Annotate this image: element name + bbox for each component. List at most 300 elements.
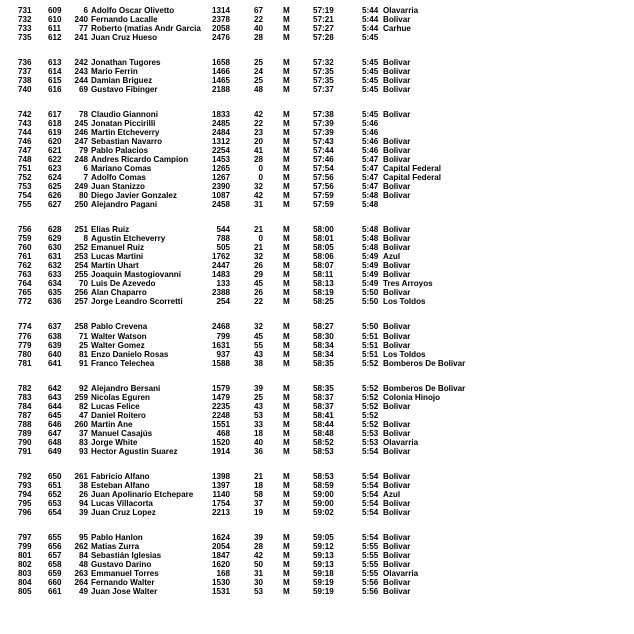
cell-num: 69 bbox=[78, 85, 88, 95]
cell-sex: M bbox=[283, 410, 290, 420]
result-row bbox=[0, 146, 634, 155]
cell-time: 57:46 bbox=[313, 155, 334, 165]
cell-time: 57:43 bbox=[313, 137, 334, 147]
cell-ent: 1265 bbox=[211, 164, 230, 174]
cell-age: 40 bbox=[253, 437, 263, 447]
cell-num: 95 bbox=[78, 532, 88, 542]
cell-club: Bolivar bbox=[383, 507, 411, 517]
cell-ent: 468 bbox=[216, 428, 230, 438]
cell-age: 26 bbox=[253, 288, 263, 298]
cell-sex: M bbox=[283, 559, 290, 569]
cell-bib: 629 bbox=[48, 234, 62, 244]
cell-age: 31 bbox=[253, 568, 263, 578]
cell-age: 21 bbox=[253, 471, 263, 481]
result-row bbox=[0, 560, 634, 569]
cell-ent: 1465 bbox=[211, 76, 230, 86]
result-row bbox=[0, 420, 634, 429]
cell-bib: 661 bbox=[48, 586, 62, 596]
cell-ent: 1312 bbox=[211, 137, 230, 147]
cell-name: Sebastian Navarro bbox=[91, 137, 163, 147]
cell-bib: 613 bbox=[48, 58, 62, 68]
cell-ent: 2213 bbox=[211, 507, 230, 517]
cell-club: Bolivar bbox=[383, 340, 411, 350]
cell-name: Pablo Crevena bbox=[91, 322, 148, 332]
cell-num: 253 bbox=[74, 252, 88, 262]
cell-ent: 1579 bbox=[211, 383, 230, 393]
result-row bbox=[0, 243, 634, 252]
cell-bib: 634 bbox=[48, 279, 62, 289]
cell-name: Juan Cruz Hueso bbox=[91, 33, 158, 43]
cell-pos: 752 bbox=[18, 173, 32, 183]
cell-age: 22 bbox=[253, 119, 263, 129]
cell-time: 58:44 bbox=[313, 419, 334, 429]
cell-ent: 2388 bbox=[211, 288, 230, 298]
cell-name: Martin Uhart bbox=[91, 261, 139, 271]
cell-ent: 1624 bbox=[211, 532, 230, 542]
cell-time: 58:34 bbox=[313, 340, 334, 350]
cell-num: 243 bbox=[74, 67, 88, 77]
cell-name: Juan Cruz Lopez bbox=[91, 507, 156, 517]
cell-num: 70 bbox=[78, 279, 88, 289]
cell-time: 58:27 bbox=[313, 322, 334, 332]
cell-club: Bolivar bbox=[383, 480, 411, 490]
cell-time: 57:27 bbox=[313, 24, 334, 34]
cell-ent: 1466 bbox=[211, 67, 230, 77]
result-row bbox=[0, 24, 634, 33]
result-row bbox=[0, 200, 634, 209]
cell-bib: 645 bbox=[48, 410, 62, 420]
cell-ent: 937 bbox=[216, 349, 230, 359]
cell-sex: M bbox=[283, 128, 290, 138]
cell-name: Walter Watson bbox=[91, 331, 147, 341]
cell-club: Olavarria bbox=[383, 568, 419, 578]
cell-bib: 654 bbox=[48, 507, 62, 517]
cell-time: 59:00 bbox=[313, 489, 334, 499]
cell-club: Bolivar bbox=[383, 85, 411, 95]
cell-name: Martin Etcheverry bbox=[91, 128, 160, 138]
result-row bbox=[0, 182, 634, 191]
cell-num: 39 bbox=[78, 507, 88, 517]
cell-bib: 615 bbox=[48, 76, 62, 86]
cell-pos: 754 bbox=[18, 191, 32, 201]
cell-num: 25 bbox=[78, 340, 88, 350]
cell-pos: 793 bbox=[18, 480, 32, 490]
cell-num: 83 bbox=[78, 437, 88, 447]
cell-num: 92 bbox=[78, 383, 88, 393]
cell-ent: 2054 bbox=[211, 541, 230, 551]
cell-bib: 655 bbox=[48, 532, 62, 542]
cell-pace: 5:44 bbox=[362, 24, 379, 34]
cell-age: 28 bbox=[253, 541, 263, 551]
cell-sex: M bbox=[283, 322, 290, 332]
cell-time: 58:53 bbox=[313, 446, 334, 456]
cell-name: Alejandro Bersani bbox=[91, 383, 161, 393]
cell-ent: 2468 bbox=[211, 322, 230, 332]
result-row bbox=[0, 58, 634, 67]
cell-pos: 748 bbox=[18, 155, 32, 165]
cell-ent: 1483 bbox=[211, 270, 230, 280]
cell-ent: 1520 bbox=[211, 437, 230, 447]
cell-pace: 5:52 bbox=[362, 419, 379, 429]
cell-sex: M bbox=[283, 297, 290, 307]
cell-sex: M bbox=[283, 541, 290, 551]
result-row bbox=[0, 332, 634, 341]
cell-bib: 639 bbox=[48, 340, 62, 350]
cell-num: 37 bbox=[78, 428, 88, 438]
cell-time: 59:13 bbox=[313, 559, 334, 569]
cell-num: 6 bbox=[83, 6, 88, 15]
cell-bib: 612 bbox=[48, 33, 62, 43]
cell-pos: 764 bbox=[18, 279, 32, 289]
result-row bbox=[0, 191, 634, 200]
cell-pace: 5:52 bbox=[362, 401, 379, 411]
cell-pace: 5:49 bbox=[362, 261, 379, 271]
result-row bbox=[0, 252, 634, 261]
cell-time: 57:59 bbox=[313, 191, 334, 201]
cell-pos: 737 bbox=[18, 67, 32, 77]
cell-pace: 5:48 bbox=[362, 225, 379, 235]
cell-pos: 762 bbox=[18, 261, 32, 271]
cell-pos: 733 bbox=[18, 24, 32, 34]
cell-age: 39 bbox=[253, 532, 263, 542]
cell-time: 58:41 bbox=[313, 410, 334, 420]
cell-name: Sebastián Iglesias bbox=[91, 550, 162, 560]
cell-pace: 5:45 bbox=[362, 76, 379, 86]
cell-bib: 624 bbox=[48, 173, 62, 183]
cell-pace: 5:54 bbox=[362, 498, 379, 508]
cell-pos: 743 bbox=[18, 119, 32, 129]
cell-name: Franco Telechea bbox=[91, 358, 155, 368]
cell-name: Adolfo Comas bbox=[91, 173, 146, 183]
cell-num: 258 bbox=[74, 322, 88, 332]
cell-ent: 1847 bbox=[211, 550, 230, 560]
cell-club: Bolivar bbox=[383, 155, 411, 165]
result-row bbox=[0, 76, 634, 85]
cell-pace: 5:50 bbox=[362, 288, 379, 298]
cell-pos: 772 bbox=[18, 297, 32, 307]
cell-name: Jonatan Piccirilli bbox=[91, 119, 156, 129]
cell-num: 48 bbox=[78, 559, 88, 569]
cell-club: Bolivar bbox=[383, 471, 411, 481]
cell-ent: 1140 bbox=[212, 489, 230, 499]
cell-name: Jonathan Tugores bbox=[91, 58, 161, 68]
cell-num: 248 bbox=[74, 155, 88, 165]
cell-sex: M bbox=[283, 33, 290, 43]
cell-time: 59:05 bbox=[313, 532, 334, 542]
cell-num: 241 bbox=[74, 33, 88, 43]
cell-age: 31 bbox=[253, 200, 263, 210]
cell-time: 58:06 bbox=[313, 252, 334, 262]
cell-age: 43 bbox=[253, 349, 263, 359]
cell-pace: 5:55 bbox=[362, 541, 379, 551]
cell-sex: M bbox=[283, 261, 290, 271]
cell-ent: 2235 bbox=[211, 401, 230, 411]
cell-pace: 5:56 bbox=[362, 577, 379, 587]
result-row bbox=[0, 490, 634, 499]
cell-sex: M bbox=[283, 270, 290, 280]
cell-bib: 617 bbox=[48, 110, 62, 120]
cell-ent: 254 bbox=[216, 297, 230, 307]
cell-sex: M bbox=[283, 392, 290, 402]
cell-ent: 505 bbox=[216, 243, 230, 253]
cell-pace: 5:48 bbox=[362, 243, 379, 253]
cell-pos: 792 bbox=[18, 471, 32, 481]
cell-ent: 1833 bbox=[211, 110, 230, 120]
cell-bib: 631 bbox=[48, 252, 62, 262]
cell-club: Bolivar bbox=[383, 498, 411, 508]
cell-pos: 735 bbox=[18, 33, 32, 43]
cell-bib: 630 bbox=[48, 243, 62, 253]
cell-pace: 5:48 bbox=[362, 200, 379, 210]
cell-num: 256 bbox=[74, 288, 88, 298]
cell-num: 78 bbox=[78, 110, 88, 120]
cell-name: Diego Javier Gonzalez bbox=[91, 191, 177, 201]
cell-num: 91 bbox=[78, 358, 88, 368]
result-row bbox=[0, 234, 634, 243]
cell-bib: 651 bbox=[48, 480, 62, 490]
result-row bbox=[0, 587, 634, 596]
cell-pace: 5:55 bbox=[362, 568, 379, 578]
cell-name: Nicolas Eguren bbox=[91, 392, 150, 402]
cell-sex: M bbox=[283, 155, 290, 165]
result-row bbox=[0, 155, 634, 164]
cell-sex: M bbox=[283, 76, 290, 86]
cell-name: Jorge Leandro Scorretti bbox=[91, 297, 183, 307]
cell-pace: 5:54 bbox=[362, 532, 379, 542]
cell-time: 58:59 bbox=[313, 480, 334, 490]
cell-pace: 5:55 bbox=[362, 559, 379, 569]
cell-bib: 644 bbox=[48, 401, 62, 411]
cell-age: 42 bbox=[253, 110, 263, 120]
cell-name: Pablo Hanlon bbox=[91, 532, 143, 542]
cell-name: Joaquin Mastogiovanni bbox=[91, 270, 181, 280]
cell-time: 59:00 bbox=[313, 498, 334, 508]
cell-num: 244 bbox=[74, 76, 88, 86]
cell-bib: 646 bbox=[48, 419, 62, 429]
cell-name: Fernando Walter bbox=[91, 577, 155, 587]
cell-ent: 1658 bbox=[211, 58, 230, 68]
cell-num: 262 bbox=[74, 541, 88, 551]
cell-pace: 5:54 bbox=[362, 507, 379, 517]
cell-pos: 799 bbox=[18, 541, 32, 551]
cell-age: 20 bbox=[253, 137, 263, 147]
result-row bbox=[0, 288, 634, 297]
result-row bbox=[0, 499, 634, 508]
cell-num: 26 bbox=[78, 489, 88, 499]
cell-bib: 609 bbox=[48, 6, 62, 15]
cell-bib: 658 bbox=[48, 559, 62, 569]
cell-num: 263 bbox=[74, 568, 88, 578]
cell-sex: M bbox=[283, 358, 290, 368]
cell-num: 257 bbox=[74, 297, 88, 307]
cell-name: Claudio Giannoni bbox=[91, 110, 158, 120]
cell-time: 58:37 bbox=[313, 392, 334, 402]
result-row bbox=[0, 411, 634, 420]
cell-pos: 740 bbox=[18, 85, 32, 95]
cell-bib: 611 bbox=[48, 24, 62, 34]
cell-pos: 794 bbox=[18, 489, 32, 499]
cell-ent: 2485 bbox=[211, 119, 230, 129]
cell-num: 38 bbox=[78, 480, 88, 490]
cell-age: 32 bbox=[253, 182, 263, 192]
cell-pace: 5:45 bbox=[362, 85, 379, 95]
cell-name: Esteban Alfano bbox=[91, 480, 150, 490]
cell-ent: 2058 bbox=[211, 24, 230, 34]
cell-sex: M bbox=[283, 471, 290, 481]
result-row bbox=[0, 393, 634, 402]
cell-pos: 790 bbox=[18, 437, 32, 447]
result-row bbox=[0, 67, 634, 76]
cell-bib: 641 bbox=[48, 358, 62, 368]
cell-time: 58:25 bbox=[313, 297, 334, 307]
cell-name: Gustavo Darino bbox=[91, 559, 152, 569]
cell-pos: 746 bbox=[18, 137, 32, 147]
cell-num: 79 bbox=[78, 146, 88, 156]
cell-bib: 636 bbox=[48, 297, 62, 307]
cell-club: Bolivar bbox=[383, 577, 411, 587]
cell-name: Alan Chaparro bbox=[91, 288, 147, 298]
cell-sex: M bbox=[283, 173, 290, 183]
cell-sex: M bbox=[283, 550, 290, 560]
cell-ent: 1479 bbox=[211, 392, 230, 402]
cell-time: 57:56 bbox=[313, 182, 334, 192]
cell-pace: 5:54 bbox=[362, 471, 379, 481]
cell-bib: 638 bbox=[48, 331, 62, 341]
cell-pace: 5:49 bbox=[362, 279, 379, 289]
cell-ent: 1087 bbox=[211, 191, 230, 201]
cell-bib: 627 bbox=[48, 200, 62, 210]
cell-pos: 755 bbox=[18, 200, 32, 210]
result-row bbox=[0, 128, 634, 137]
cell-name: Mariano Comas bbox=[91, 164, 152, 174]
cell-pace: 5:48 bbox=[362, 191, 379, 201]
cell-pace: 5:46 bbox=[362, 128, 379, 138]
cell-club: Bolivar bbox=[383, 288, 411, 298]
cell-name: Juan Stanizzo bbox=[91, 182, 145, 192]
cell-club: Azul bbox=[383, 489, 401, 499]
cell-sex: M bbox=[283, 58, 290, 68]
cell-num: 77 bbox=[78, 24, 88, 34]
cell-club: Bolivar bbox=[383, 234, 411, 244]
result-row bbox=[0, 119, 634, 128]
cell-name: Elias Ruiz bbox=[91, 225, 130, 235]
cell-pace: 5:52 bbox=[362, 410, 379, 420]
cell-ent: 2476 bbox=[211, 33, 230, 43]
cell-pos: 761 bbox=[18, 252, 32, 262]
cell-age: 22 bbox=[253, 297, 263, 307]
cell-num: 250 bbox=[74, 200, 88, 210]
cell-sex: M bbox=[283, 279, 290, 289]
cell-bib: 637 bbox=[48, 322, 62, 332]
cell-num: 247 bbox=[74, 137, 88, 147]
cell-ent: 1631 bbox=[211, 340, 230, 350]
cell-num: 82 bbox=[78, 401, 88, 411]
result-row bbox=[0, 578, 634, 587]
cell-age: 25 bbox=[253, 392, 263, 402]
cell-num: 255 bbox=[74, 270, 88, 280]
cell-name: Hector Agustin Suarez bbox=[91, 446, 178, 456]
cell-name: Jorge White bbox=[91, 437, 138, 447]
cell-club: Los Toldos bbox=[383, 297, 426, 307]
cell-name: Pablo Palacios bbox=[91, 146, 149, 156]
cell-bib: 628 bbox=[48, 225, 62, 235]
cell-bib: 635 bbox=[48, 288, 62, 298]
cell-time: 58:35 bbox=[313, 358, 334, 368]
result-row bbox=[0, 384, 634, 393]
cell-age: 50 bbox=[253, 559, 263, 569]
cell-club: Bolivar bbox=[383, 15, 411, 25]
cell-time: 57:32 bbox=[313, 58, 334, 68]
cell-pos: 802 bbox=[18, 559, 32, 569]
cell-pos: 731 bbox=[18, 6, 32, 15]
cell-name: Fabricio Alfano bbox=[91, 471, 150, 481]
cell-age: 53 bbox=[253, 586, 263, 596]
cell-sex: M bbox=[283, 225, 290, 235]
cell-pos: 765 bbox=[18, 288, 32, 298]
cell-ent: 1314 bbox=[211, 6, 230, 15]
result-row bbox=[0, 402, 634, 411]
result-row bbox=[0, 6, 634, 15]
cell-age: 21 bbox=[253, 225, 263, 235]
cell-club: Bolivar bbox=[383, 331, 411, 341]
cell-sex: M bbox=[283, 577, 290, 587]
result-row bbox=[0, 297, 634, 306]
cell-club: Bolivar bbox=[383, 67, 411, 77]
cell-num: 47 bbox=[78, 410, 88, 420]
cell-club: Olavarria bbox=[383, 6, 419, 15]
cell-sex: M bbox=[283, 340, 290, 350]
cell-time: 57:59 bbox=[313, 200, 334, 210]
cell-age: 32 bbox=[253, 252, 263, 262]
cell-pos: 787 bbox=[18, 410, 32, 420]
cell-bib: 656 bbox=[48, 541, 62, 551]
cell-time: 58:52 bbox=[313, 437, 334, 447]
cell-pace: 5:49 bbox=[362, 252, 379, 262]
cell-pace: 5:50 bbox=[362, 322, 379, 332]
cell-time: 59:13 bbox=[313, 550, 334, 560]
cell-club: Bolivar bbox=[383, 146, 411, 156]
result-row bbox=[0, 533, 634, 542]
cell-age: 43 bbox=[253, 401, 263, 411]
cell-ent: 2248 bbox=[211, 410, 230, 420]
cell-num: 242 bbox=[74, 58, 88, 68]
cell-name: Lucas Martini bbox=[91, 252, 144, 262]
cell-ent: 2484 bbox=[211, 128, 230, 138]
cell-club: Capital Federal bbox=[383, 173, 442, 183]
cell-pace: 5:51 bbox=[362, 349, 379, 359]
result-row bbox=[0, 110, 634, 119]
cell-sex: M bbox=[283, 119, 290, 129]
cell-pos: 763 bbox=[18, 270, 32, 280]
cell-age: 18 bbox=[253, 428, 263, 438]
cell-time: 57:44 bbox=[313, 146, 334, 156]
cell-age: 30 bbox=[253, 577, 263, 587]
cell-time: 57:39 bbox=[313, 128, 334, 138]
cell-num: 251 bbox=[74, 225, 88, 235]
cell-pace: 5:56 bbox=[362, 586, 379, 596]
cell-age: 38 bbox=[253, 358, 263, 368]
cell-pace: 5:54 bbox=[362, 480, 379, 490]
cell-age: 55 bbox=[253, 340, 263, 350]
cell-pos: 732 bbox=[18, 15, 32, 25]
cell-bib: 619 bbox=[48, 128, 62, 138]
cell-name: Damian Briguez bbox=[91, 76, 153, 86]
result-row bbox=[0, 508, 634, 517]
cell-age: 22 bbox=[253, 15, 263, 25]
cell-pos: 784 bbox=[18, 401, 32, 411]
cell-club: Bolivar bbox=[383, 58, 411, 68]
cell-club: Bolivar bbox=[383, 191, 411, 201]
